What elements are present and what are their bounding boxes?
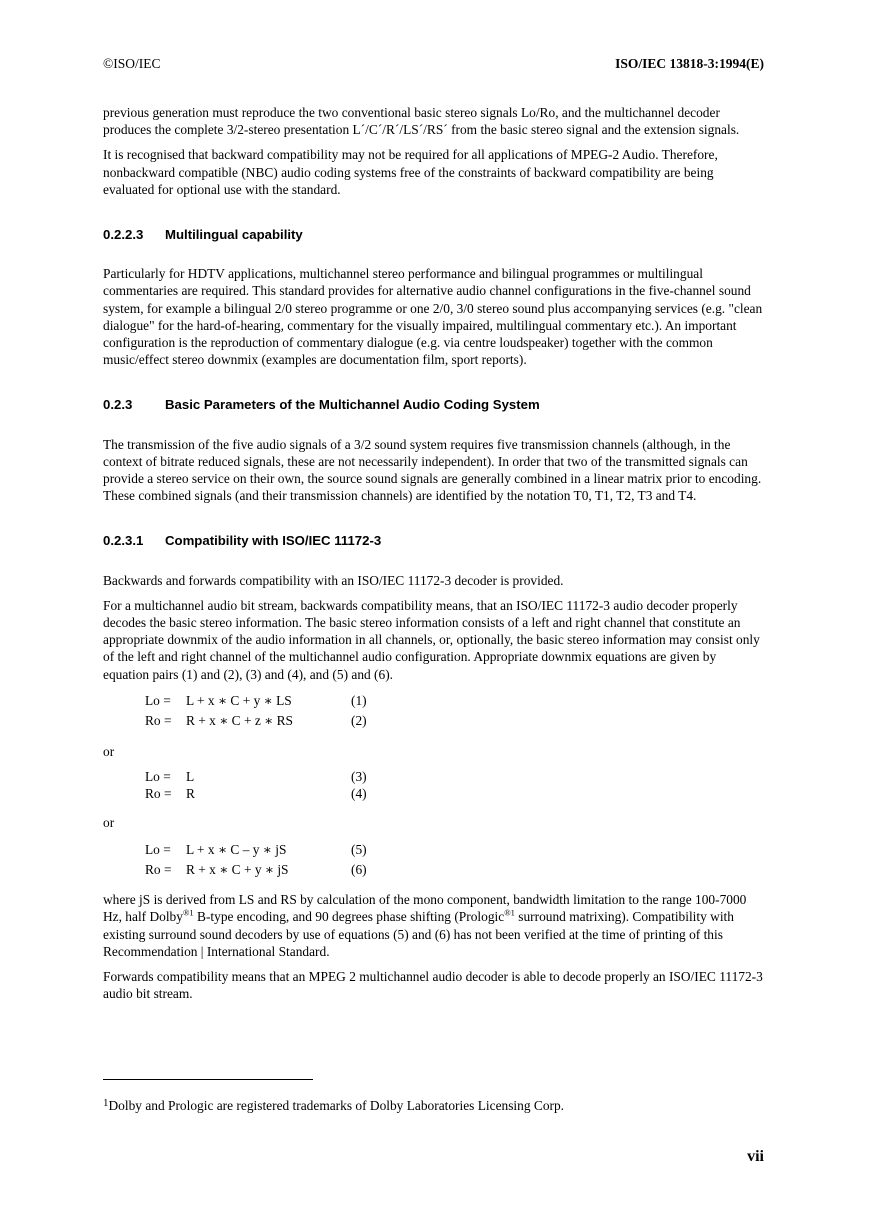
equation — [145, 839, 765, 859]
equation — [145, 785, 765, 802]
equation-rhs: R + x ∗ C + z ∗ RS — [186, 713, 293, 729]
paragraph: Forwards compatibility means that an MPEG 2 multichannel audio decoder is able to decode properly an ISO/IEC 11172-3 audio bit stream. — [103, 969, 763, 1002]
footnote-text: Dolby and Prologic are registered trademarks of Dolby Laboratories Licensing Corp. — [108, 1098, 565, 1113]
equation-lhs: Lo = — [145, 693, 171, 709]
section-heading — [103, 396, 765, 413]
equation — [145, 711, 765, 731]
paragraph: It is recognised that backward compatibility may not be required for all applications of MPEG-2 Audio. Therefore, nonbackward compatible (NBC) audio coding systems free of the constraints of backward compatibility are being evaluated for optional use with the standard. — [103, 147, 718, 197]
section-number: 0.2.3.1 — [103, 533, 144, 549]
equation-number: (4) — [351, 785, 367, 801]
body-text — [103, 104, 765, 1011]
section-title: Compatibility with ISO/IEC 11172-3 — [165, 533, 382, 549]
equation-rhs: L — [186, 768, 195, 784]
paragraph-text: surround matrixing). Compatibility with existing surround sound decoders by use of equations (5) and (6) has not been verified at the time of printing of this Recommendation | International Standard. — [103, 909, 734, 959]
header-copyright: ©ISO/IEC — [103, 56, 161, 71]
paragraph-text: where jS is derived from LS and RS by calculation of the mono component, bandwidth limitation to the range 100-7000 Hz, half Dolby — [103, 892, 747, 925]
equation-number: (2) — [351, 713, 367, 729]
footnote-divider — [103, 1079, 313, 1080]
equation-lhs: Ro = — [145, 785, 172, 801]
paragraph: Backwards and forwards compatibility with an ISO/IEC 11172-3 decoder is provided. — [103, 572, 564, 588]
equation-block — [145, 839, 765, 879]
section-title: Basic Parameters of the Multichannel Audio Coding System — [165, 397, 540, 413]
equation-number: (1) — [351, 693, 367, 709]
equation-number: (6) — [351, 861, 367, 877]
equation-lhs: Lo = — [145, 841, 171, 857]
equation-block — [145, 768, 765, 802]
section-number: 0.2.3 — [103, 397, 133, 413]
section-title: Multilingual capability — [165, 227, 303, 243]
paragraph — [103, 891, 765, 960]
paragraph-text: B-type encoding, and 90 degrees phase shifting (Prologic — [193, 909, 505, 925]
equation-number: (5) — [351, 841, 367, 857]
or-connector: or — [103, 815, 115, 831]
equation-lhs: Lo = — [145, 768, 171, 784]
paragraph: previous generation must reproduce the two conventional basic stereo signals Lo/Ro, and the multichannel decoder produces the complete 3/2-stereo presentation L´/C´/R´/LS´/RS´ from the basic stereo signal and the extension signals. — [103, 105, 740, 138]
section-heading — [103, 226, 765, 243]
equation-lhs: Ro = — [145, 861, 172, 877]
section-heading — [103, 532, 765, 549]
equation-rhs: L + x ∗ C – y ∗ jS — [186, 841, 287, 857]
equation — [145, 859, 765, 879]
equation-number: (3) — [351, 768, 367, 784]
equation-block — [145, 691, 765, 731]
equation-lhs: Ro = — [145, 713, 172, 729]
trademark-superscript: ®1 — [182, 908, 194, 919]
equation-rhs: R + x ∗ C + y ∗ jS — [186, 861, 289, 877]
paragraph: The transmission of the five audio signals of a 3/2 sound system requires five transmission channels (although, in the context of bitrate reduced signals, these are not necessarily independent). In order that two of the transmitted signals can provide a stereo service on their own, the source sound signals are generally combined in a linear matrix prior to encoding. These combined signals (and their transmission channels) are identified by the notation T0, T1, T2, T3 and T4. — [103, 436, 762, 504]
section-number: 0.2.2.3 — [103, 227, 144, 243]
header-standard-id: ISO/IEC 13818-3:1994(E) — [615, 56, 764, 71]
trademark-superscript: ®1 — [504, 908, 515, 919]
footnote-mark: 1 — [103, 1097, 109, 1109]
equation — [145, 691, 765, 711]
equation — [145, 768, 765, 785]
equation-rhs: R — [186, 785, 195, 801]
page-number: vii — [747, 1148, 764, 1165]
paragraph: For a multichannel audio bit stream, backwards compatibility means, that an ISO/IEC 11172-3 audio decoder properly decodes the basic stereo information. The basic stereo information consists of a left and right channel that constitute an appropriate downmix of the audio information in all channels, or, optionally, the basic stereo information may consist only of the left and right channel of the multichannel audio configuration. Appropriate downmix equations are given by equation pairs (1) and (2), (3) and (4), and (5) and (6). — [103, 597, 760, 682]
paragraph: Particularly for HDTV applications, multichannel stereo performance and bilingual programmes or multilingual commentaries are required. This standard provides for alternative audio channel configurations in the five-channel sound system, for example a bilingual 2/0 stereo programme or one 2/0, 3/0 stereo sound plus accompanying services (e.g. "clean dialogue" for the hard-of-hearing, commentary for the visually impaired, multilingual commentary etc.). An important configuration is the reproduction of commentary dialogue (e.g. via centre loudspeaker) together with the common music/effect stereo downmix (examples are documentation film, sport reports). — [103, 266, 763, 368]
footnote — [103, 1098, 564, 1114]
or-connector: or — [103, 743, 115, 759]
equation-rhs: L + x ∗ C + y ∗ LS — [186, 693, 292, 709]
